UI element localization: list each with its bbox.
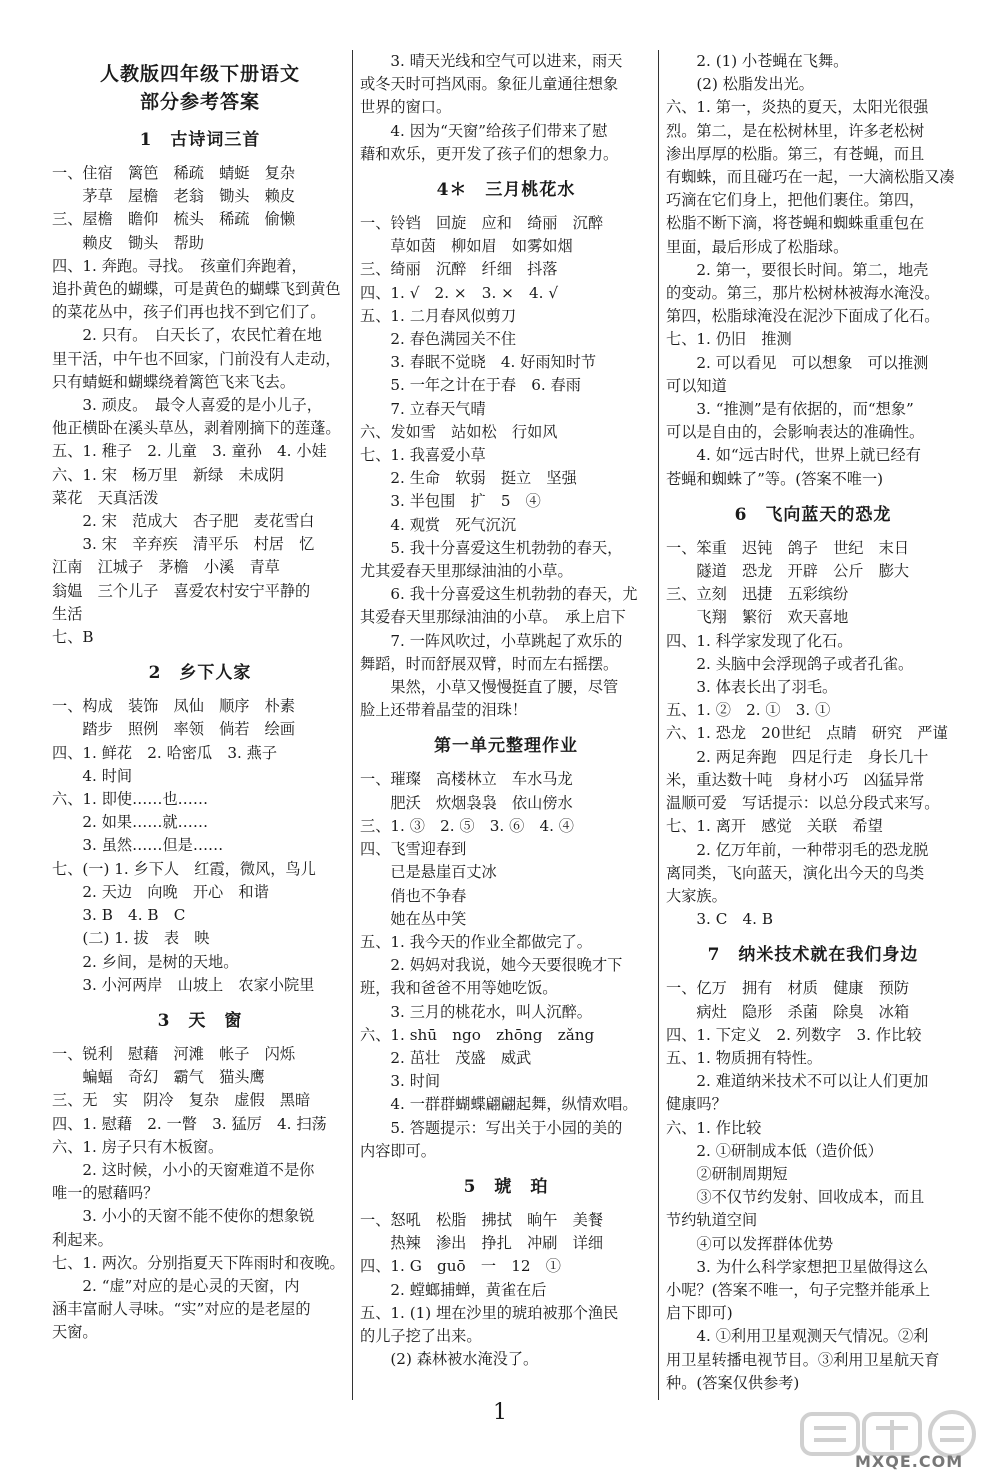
answer-line: 3. “推测”是有依据的，而“想象”: [666, 400, 914, 419]
answer-line: 的菜花丛中，孩子们再也找不到它们了。: [52, 303, 326, 322]
answer-line: 3. 小河两岸 山坡上 农家小院里: [52, 975, 315, 994]
answer-line: 已是悬崖百丈冰: [360, 863, 497, 882]
answer-line: 七、B: [52, 628, 94, 647]
answer-line: (2) 松脂发出光。: [666, 75, 814, 94]
answer-line: 蝙蝠 奇幻 霸气 猫头鹰: [52, 1068, 265, 1087]
answer-line: ④可以发挥群体优势: [666, 1234, 834, 1253]
answer-line: 舞蹈，时而舒展双臂，时而左右摇摆。: [360, 654, 619, 673]
column-3: [666, 50, 960, 1395]
answer-line: 2. 乡间，是树的天地。: [52, 952, 239, 971]
answer-line: 唯一的慰藉吗？: [52, 1184, 159, 1203]
answer-line: 温顺可爱 写话提示：以总分段式来写。: [666, 794, 940, 813]
answer-line: 内容即可。: [360, 1141, 436, 1160]
answer-line: 追扑黄色的蝴蝶，可是黄色的蝴蝶飞到黄色: [52, 280, 341, 299]
answer-line: 可以是自由的，会影响表达的准确性。: [666, 423, 925, 442]
answer-line: 五、1. ② 2. ① 3. ①: [666, 701, 831, 720]
answer-line: 四、飞雪迎春到: [360, 840, 467, 859]
answer-line: 七、1. 离开 感觉 关联 希望: [666, 817, 883, 836]
section-title: 1 古诗词三首: [139, 130, 261, 150]
answer-line: 3. 三月的桃花水，叫人沉醉。: [360, 1002, 592, 1021]
answer-line: 2. 第一，要很长时间。第二，地壳: [666, 260, 929, 279]
answer-line: 渗出厚厚的松脂。第三，有苍蝇，而且: [666, 144, 925, 163]
answer-line: 的儿子挖了出来。: [360, 1326, 482, 1345]
page-number: 1: [493, 1400, 507, 1425]
answer-line: 只有蜻蜓和蝴蝶绕着篱笆飞来飞去。: [52, 372, 295, 391]
answer-line: 2. 天边 向晚 开心 和谐: [52, 882, 269, 901]
answer-line: 第四，松脂球淹没在泥沙下面成了化石。: [666, 307, 940, 326]
answer-line: 四、1. 下定义 2. 列数字 3. 作比较: [666, 1025, 922, 1044]
answer-line: 三、立刻 迅捷 五彩缤纷: [666, 585, 849, 604]
answer-line: 2. 这时候，小小的天窗难道不是你: [52, 1160, 315, 1179]
answer-line: 一、亿万 拥有 材质 健康 预防: [666, 979, 909, 998]
answer-line: 4. 一群群蝴蝶翩翩起舞，纵情欢唱。: [360, 1095, 638, 1114]
page-title: 部分参考答案: [139, 91, 260, 113]
answer-line: 四、1. √ 2. × 3. × 4. √: [360, 283, 559, 302]
answer-line: 3. 为什么科学家想把卫星做得这么: [666, 1257, 929, 1276]
answer-line: 生活: [52, 604, 83, 623]
answer-line: 五、1. (1) 埋在沙里的琥珀被那个渔民: [360, 1303, 619, 1322]
answer-line: 涵丰富耐人寻味。“实”对应的是老屋的: [52, 1300, 311, 1319]
column-1: [52, 60, 348, 1345]
answer-line: 4. 观赏 死气沉沉: [360, 515, 517, 534]
answer-line: 六、发如雪 站如松 行如风: [360, 422, 558, 441]
answer-line: 四、1. 慰藉 2. 一瞥 3. 猛厉 4. 扫荡: [52, 1114, 327, 1133]
answer-line: 7. 立春天气晴: [360, 399, 486, 418]
answer-line: 4. ①利用卫星观测天气情况。②利: [666, 1327, 929, 1346]
answer-line: 一、构成 装饰 凤仙 顺序 朴素: [52, 697, 295, 716]
column-divider: [658, 50, 659, 1400]
answer-line: 尤其爱春天里那绿油油的小草。: [360, 562, 573, 581]
answer-line: 其爱春天里那绿油油的小草。 承上启下: [360, 608, 626, 627]
answer-line: 5. 我十分喜爱这生机勃勃的春天，: [360, 538, 623, 557]
answer-line: 班，我和爸爸不用等她吃饭。: [360, 979, 558, 998]
answer-line: 3. 时间: [360, 1072, 441, 1091]
answer-line: ③不仅节约发射、回收成本，而且: [666, 1188, 925, 1207]
answer-line: 3. 顽皮。 最令人喜爱的是小儿子，: [52, 396, 322, 415]
answer-line: 世界的窗口。: [360, 98, 452, 117]
answer-line: 2. 难道纳米技术不可以让人们更加: [666, 1072, 929, 1091]
answer-line: 四、1. 奔跑。寻找。 孩童们奔跑着，: [52, 256, 307, 275]
answer-line: 2. 如果……就……: [52, 813, 209, 832]
answer-line: 6. 我十分喜爱这生机勃勃的春天，尤: [360, 585, 638, 604]
answer-line: 一、怒吼 松脂 拂拭 晌午 美餐: [360, 1210, 603, 1229]
answer-line: 大家族。: [666, 886, 727, 905]
answer-line: 踏步 照例 率领 倘若 绘画: [52, 720, 295, 739]
answer-line: 天窗。: [52, 1323, 98, 1342]
answer-line: 2. 妈妈对我说，她今天要很晚才下: [360, 956, 623, 975]
answer-line: 2. 亿万年前，一种带羽毛的恐龙脱: [666, 840, 929, 859]
answer-line: 四、1. 鲜花 2. 哈密瓜 3. 燕子: [52, 743, 278, 762]
answer-line: 2. (1) 小苍蝇在飞舞。: [666, 52, 849, 70]
answer-line: 小呢？(答案不唯一，句子完整并能承上: [666, 1280, 931, 1299]
answer-line: 隧道 恐龙 开辟 公斤 膨大: [666, 562, 909, 581]
answer-line: 3. 虽然……但是……: [52, 836, 224, 855]
section-title: 第一单元整理作业: [434, 736, 578, 757]
answer-line: 2. ①研制成本低（造价低）: [666, 1141, 883, 1160]
column-divider: [352, 50, 353, 1400]
answer-line: 2. 两足奔跑 四足行走 身长几十: [666, 747, 929, 766]
answer-line: 藉和欢乐，更开发了孩子们的想象力。: [360, 144, 619, 163]
answer-line: 4. 时间: [52, 766, 133, 785]
answer-line: 3. C 4. B: [666, 910, 773, 929]
answer-line: 健康吗？: [666, 1095, 727, 1114]
answer-line: 3. 体表长出了羽毛。: [666, 678, 838, 697]
answer-line: 一、住宿 篱笆 稀疏 蜻蜓 复杂: [52, 164, 295, 182]
answer-line: 肥沃 炊烟袅袅 依山傍水: [360, 793, 573, 812]
answer-line: 三、绮丽 沉醉 纤细 抖落: [360, 260, 558, 279]
answer-line: 4. 因为“天窗”给孩子们带来了慰: [360, 121, 608, 140]
answer-line: 节约轨道空间: [666, 1211, 758, 1230]
answer-line: 菜花 天真活泼: [52, 488, 159, 507]
section-title: 6 飞向蓝天的恐龙: [734, 504, 892, 525]
answer-line: 五、1. 我今天的作业全都做完了。: [360, 932, 592, 951]
answer-line: 可以知道: [666, 376, 727, 395]
answer-line: 脸上还带着晶莹的泪珠！: [360, 701, 528, 720]
answer-line: 六、1. 房子只有木板窗。: [52, 1137, 224, 1156]
answer-line: 五、1. 稚子 2. 儿童 3. 童孙 4. 小娃: [52, 442, 327, 461]
answer-line: 一、璀璨 高楼林立 车水马龙: [360, 770, 573, 789]
answer-line: 有蜘蛛，而且碰巧在一起，一大滴松脂又凑: [666, 168, 955, 187]
answer-line: (二) 1. 拔 表 映: [52, 929, 210, 948]
answer-line: 一、笨重 迟钝 鸽子 世纪 末日: [666, 538, 909, 557]
answer-line: 五、1. 二月春风似剪刀: [360, 306, 517, 325]
answer-line: 病灶 隐形 杀菌 除臭 冰箱: [666, 1002, 909, 1021]
answer-line: 苍蝇和蜘蛛了”等。(答案不唯一): [666, 469, 884, 488]
answer-line: 2. 可以看见 可以想象 可以推测: [666, 353, 929, 372]
section-title: 2 乡下人家: [148, 663, 252, 684]
answer-line: 三、无 实 阴冷 复杂 虚假 黑暗: [52, 1091, 311, 1110]
answer-line: 3. 晴天光线和空气可以进来，雨天: [360, 52, 623, 70]
answer-line: 松脂不断下滴，将苍蝇和蜘蛛重重包在: [666, 214, 925, 233]
answer-line: ②研制周期短: [666, 1164, 788, 1183]
answer-line: 利起来。: [52, 1230, 113, 1249]
answer-line: 俏也不争春: [360, 886, 467, 905]
answer-line: 离同类，飞向蓝天，演化出今天的鸟类: [666, 863, 925, 882]
answer-line: 七、1. 两次。分别指夏天下阵雨时和夜晚。: [52, 1253, 345, 1272]
answer-line: 或冬天时可挡风雨。象征儿童通往想象: [360, 75, 619, 94]
answer-line: 三、1. ③ 2. ⑤ 3. ⑥ 4. ④: [360, 816, 574, 835]
page-title: 人教版四年级下册语文: [99, 63, 300, 85]
answer-line: 七、1. 我喜爱小草: [360, 446, 486, 465]
section-title: 5 琥 珀: [463, 1176, 549, 1197]
answer-line: 2. 只有。 白天长了，农民忙着在地: [52, 326, 322, 345]
answer-line: 一、锐利 慰藉 河滩 帐子 闪烁: [52, 1044, 295, 1063]
watermark-url: MXQE.COM: [855, 1452, 964, 1471]
answer-line: 里面，最后形成了松脂球。: [666, 237, 849, 256]
answer-line: 飞翔 繁衍 欢天喜地: [666, 608, 849, 627]
answer-line: 里干活，中午也不回家，门前没有人走动，: [52, 349, 341, 368]
answer-line: 热辣 渗出 挣扎 冲刷 详细: [360, 1234, 603, 1253]
section-title: 7 纳米技术就在我们身边: [707, 945, 919, 966]
answer-line: 四、1. G guō 一 12 ①: [360, 1257, 561, 1276]
section-title: 3 天 窗: [157, 1010, 243, 1031]
answer-line: 5. 一年之计在于春 6. 春雨: [360, 376, 581, 395]
answer-line: 三、屋檐 瞻仰 梳头 稀疏 偷懒: [52, 210, 295, 229]
answer-line: 江南 江城子 茅檐 小溪 青草: [52, 558, 280, 577]
answer-line: 茅草 屋檐 老翁 锄头 赖皮: [52, 187, 295, 206]
answer-line: 4. 如“远古时代，世界上就已经有: [666, 446, 921, 465]
answer-line: 7. 一阵风吹过，小草跳起了欢乐的: [360, 631, 623, 650]
answer-line: 六、1. 即使……也……: [52, 790, 209, 809]
answer-line: 一、铃铛 回旋 应和 绮丽 沉醉: [360, 214, 603, 233]
answer-line: 3. 春眠不觉晓 4. 好雨知时节: [360, 353, 597, 372]
answer-line: 2. 头脑中会浮现鸽子或者孔雀。: [666, 654, 914, 673]
answer-line: 2. 茁壮 茂盛 威武: [360, 1048, 532, 1067]
answer-line: 草如茵 柳如眉 如雾如烟: [360, 237, 573, 256]
answer-line: 五、1. 物质拥有特性。: [666, 1048, 823, 1067]
answer-line: 六、1. 第一，炎热的夏天，太阳光很强: [666, 98, 929, 117]
answer-line: 3. 宋 辛弃疾 清平乐 村居 忆: [52, 535, 315, 554]
answer-line: 七、(一) 1. 乡下人 红霞，微风，鸟儿: [52, 859, 316, 878]
answer-line: 的变动。第三，那片松树林被海水淹没。: [666, 284, 940, 303]
answer-line: 5. 答题提示：写出关于小园的美的: [360, 1118, 623, 1137]
answer-line: 果然，小草又慢慢挺直了腰，尽管: [360, 678, 619, 697]
answer-line: 3. 小小的天窗不能不使你的想象锐: [52, 1207, 315, 1226]
answer-line: 米，重达数十吨 身材小巧 凶猛异常: [666, 770, 925, 789]
column-2: [360, 50, 652, 1371]
answer-line: 六、1. 作比较: [666, 1118, 762, 1137]
answer-line: 巧滴在它们身上，把他们裹住。第四，: [666, 191, 925, 210]
answer-line: 2. 螳螂捕蝉，黄雀在后: [360, 1280, 547, 1299]
answer-line: 3. 半包围 扩 5 ④: [360, 492, 541, 511]
answer-line: 种。(答案仅供参考): [666, 1373, 800, 1392]
answer-line: 四、1. 科学家发现了化石。: [666, 631, 853, 650]
answer-line: 翁媪 三个儿子 喜爱农村安宁平静的: [52, 581, 311, 600]
answer-line: 她在丛中笑: [360, 909, 467, 928]
answer-line: 六、1. 宋 杨万里 新绿 未成阴: [52, 465, 284, 484]
answer-line: 3. B 4. B C: [52, 906, 186, 925]
answer-line: 他正横卧在溪头草丛，剥着刚摘下的莲蓬。: [52, 419, 341, 438]
answer-line: 2. 春色满园关不住: [360, 330, 517, 349]
answer-line: 六、1. shū ngo zhōng zǎng: [360, 1025, 595, 1044]
answer-line: 2. 宋 范成大 杏子肥 麦花雪白: [52, 512, 315, 531]
answer-line: 2. “虚”对应的是心灵的天窗，内: [52, 1276, 300, 1295]
answer-line: 烈。第二，是在松树林里，许多老松树: [666, 121, 925, 140]
answer-line: (2) 森林被水淹没了。: [360, 1350, 539, 1369]
answer-line: 启下即可): [666, 1304, 733, 1323]
answer-line: 六、1. 恐龙 20世纪 点睛 研究 严谨: [666, 724, 948, 743]
section-title: 4＊ 三月桃花水: [436, 180, 576, 201]
answer-line: 七、1. 仍旧 推测: [666, 330, 792, 349]
answer-line: 用卫星转播电视节目。③利用卫星航天育: [666, 1350, 940, 1369]
answer-line: 2. 生命 软弱 挺立 坚强: [360, 469, 577, 488]
answer-line: 赖皮 锄头 帮助: [52, 233, 204, 252]
